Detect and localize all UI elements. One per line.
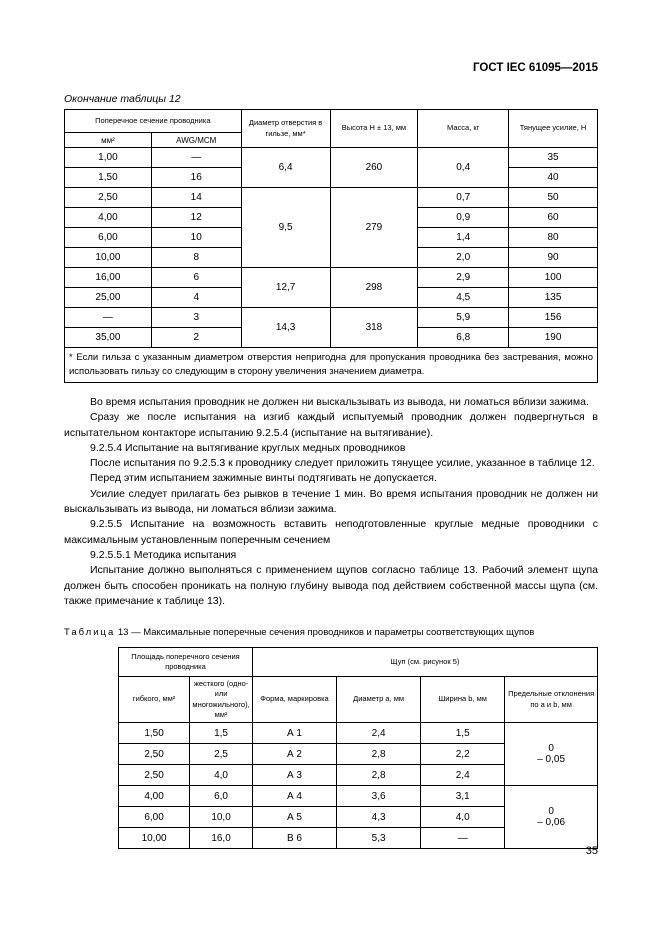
table-12-footnote: * Если гильза с указанным диаметром отверстия непригодна для пропускания проводника без застревания, можно использовать гильзу со следующим в сторону увеличения значением диаметра.	[65, 348, 598, 383]
table-13-caption-text: 13 — Максимальные поперечные сечения проводников и параметры соответствующих щупов	[117, 627, 535, 638]
col-width: Ширина b, мм	[421, 677, 505, 723]
tolerance-cell: 0 – 0,05	[505, 723, 598, 786]
table-row: 2,50 2,5 А 2 2,8 2,2	[119, 744, 598, 765]
col-tolerance: Предельные отклонения по a и b, мм	[505, 677, 598, 723]
col-mass: Масса, кг	[418, 110, 509, 148]
table-row: 1,50 1,5 А 1 2,4 1,5 0 – 0,05	[119, 723, 598, 744]
section-heading: 9.2.5.4 Испытание на вытягивание круглых медных проводников	[90, 441, 406, 454]
col-awg: AWG/MCM	[151, 133, 241, 148]
table-row: 16,00 6 12,7 298 2,9 100	[65, 268, 598, 288]
table-row: 10,00 8 2,0 90	[65, 248, 598, 268]
table-12-caption: Окончание таблицы 12	[64, 93, 181, 105]
table-13-caption-label: Таблица	[64, 627, 116, 638]
table-row: 10,00 16,0 В 6 5,3 —	[119, 828, 598, 849]
table-row: — 3 14,3 318 5,9 156	[65, 308, 598, 328]
table-row: 2,50 14 9,5 279 0,7 50	[65, 188, 598, 208]
paragraph: Перед этим испытанием зажимные винты подтягивать не допускается.	[90, 472, 437, 485]
paragraph: Сразу же после испытания на изгиб каждый испытуемый проводник должен подвергнуться в испытательном контакторе испытанию 9.2.5.4 (испытание на вытягивание).	[64, 411, 598, 439]
col-pull-force: Тянущее усилие, Н	[509, 110, 598, 148]
table-row: 4,00 12 0,9 60	[65, 208, 598, 228]
section-heading: 9.2.5.5.1 Методика испытания	[90, 548, 237, 561]
table-12	[64, 109, 598, 383]
paragraph: Усилие следует прилагать без рывков в течение 1 мин. Во время испытания проводник не должен ни выскальзывать из вывода, ни ломаться вблизи зажима.	[64, 487, 598, 516]
tolerance-cell: 0 – 0,06	[505, 786, 598, 849]
table-row: 25,00 4 4,5 135	[65, 288, 598, 308]
col-mm2: мм²	[65, 133, 152, 148]
table-row: 6,00 10,0 А 5 4,3 4,0	[119, 807, 598, 828]
col-diameter: Диаметр a, мм	[337, 677, 421, 723]
body-text	[64, 395, 598, 609]
table-13-caption	[64, 627, 534, 638]
col-hole-diameter: Диаметр отверстия в гильзе, мм*	[241, 110, 330, 148]
col-rigid: жесткого (одно- или многожильного), мм²	[190, 677, 253, 723]
col-height: Высота H ± 13, мм	[330, 110, 418, 148]
paragraph: После испытания по 9.2.5.3 к проводнику следует приложить тянущее усилие, указанное в таблице 12.	[90, 457, 595, 470]
table-row: 35,00 2 6,8 190	[65, 328, 598, 348]
table-row: 6,00 10 1,4 80	[65, 228, 598, 248]
table-row: 1,50 16 40	[65, 168, 598, 188]
section-heading: 9.2.5.5 Испытание на возможность вставить неподготовленные круглые медные проводники с максимальным установленным поперечным сечением	[64, 518, 598, 546]
paragraph: Во время испытания проводник не должен ни выскальзывать из вывода, ни ломаться вблизи зажима.	[90, 396, 589, 408]
col-conductor-area: Площадь поперечного сечения проводника	[119, 648, 253, 677]
table-row: 2,50 4,0 А 3 2,8 2,4	[119, 765, 598, 786]
col-form: Форма, маркировка	[252, 677, 336, 723]
table-13	[118, 647, 598, 849]
col-cross-section: Поперечное сечение проводника	[65, 110, 242, 133]
page-number: 35	[585, 845, 598, 857]
table-row: 1,00 — 6,4 260 0,4 35	[65, 148, 598, 168]
col-probe: Щуп (см. рисунок 5)	[252, 648, 597, 677]
paragraph: Испытание должно выполняться с применением щупов согласно таблице 13. Рабочий элемент щупа должен быть способен проникать на полную глубину вывода под действием собственной массы щупа (см. также примечание к таблице 13).	[64, 564, 598, 607]
document-id: ГОСТ IEC 61095—2015	[473, 62, 598, 74]
table-row: 4,00 6,0 А 4 3,6 3,1 0 – 0,06	[119, 786, 598, 807]
col-flexible: гибкого, мм²	[119, 677, 190, 723]
